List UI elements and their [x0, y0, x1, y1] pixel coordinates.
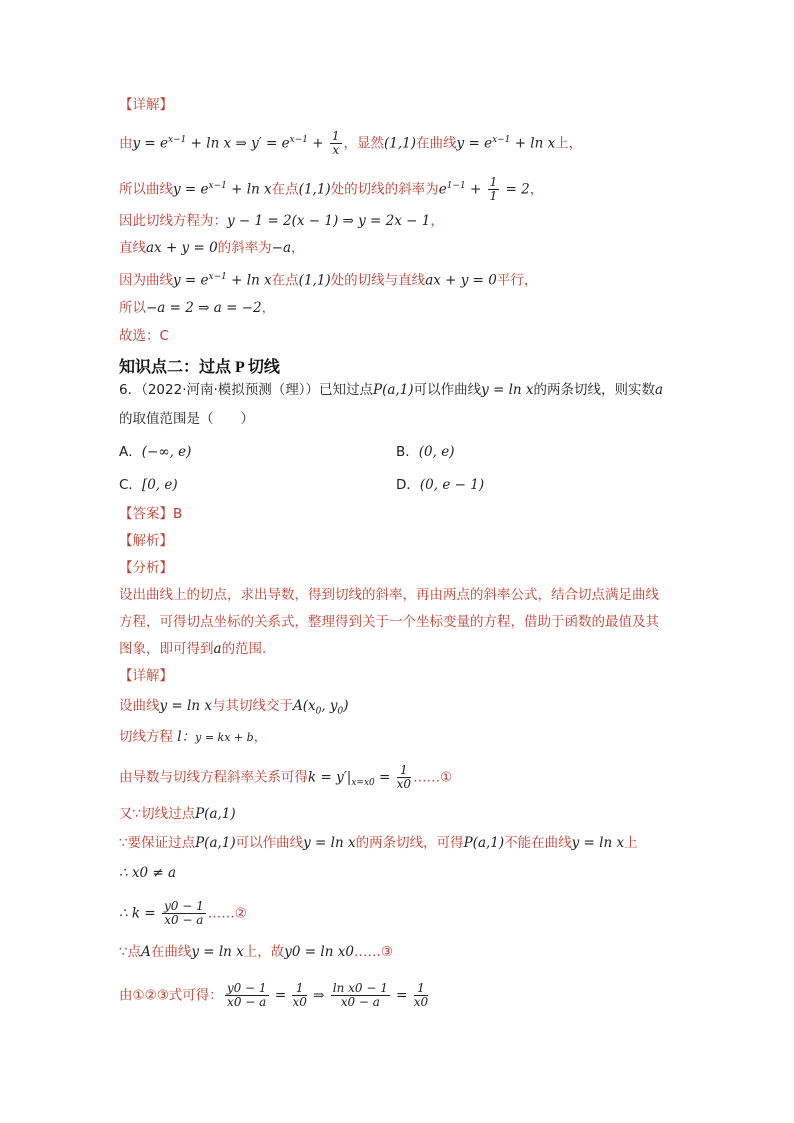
question-6-line-1: 6．（2022·河南·模拟预测（理））已知过点P(a,1)可以作曲线y = ln x的两条切线，则实数a — [119, 382, 664, 398]
fenxi-line-1: 设出曲线上的切点，求出导数，得到切线的斜率，再由两点的斜率公式，结合切点满足曲线 — [119, 587, 659, 603]
question-6-line-2: 的取值范围是（ ） — [119, 411, 254, 427]
detail-line-1: 由$y = e^{x-1} + \ln x$ ⇒ $y' = e^{x-1}$ + $\frac{1}{x}$ ，显然(1,1)在曲线$y = e^{x-1} + \ln x$上， — [119, 129, 583, 157]
option-b: B．(0, e) — [396, 444, 455, 460]
fenxi-tag: 【分析】 — [119, 560, 173, 576]
detail2-tag: 【详解】 — [119, 668, 173, 684]
detail-line-3: 因此切线方程为：y − 1 = 2(x − 1) ⇒ y = 2x − 1， — [119, 213, 444, 229]
detail2-line-1: 设曲线y = ln x与其切线交于$A(x_0$, $y_0$) — [119, 698, 349, 717]
option-c: C．[0, e) — [119, 477, 178, 493]
choice-answer: 故选：C — [119, 328, 169, 344]
option-a: A．(−∞, e) — [119, 444, 192, 460]
fenxi-line-3: 图象，即可得到a的范围. — [119, 641, 267, 657]
detail2-line-7: ∴ k = $\frac{y0 - 1}{x0 - a}$ ……② — [119, 899, 247, 927]
detail2-line-2: 切线方程 l：y = kx + b， — [119, 729, 268, 745]
detail2-line-9: 由①②③式可得： $\frac{y0 - 1}{x0 - a}$ = $\frac{1}{x0}$ ⇒ $\frac{\text{ln x0 − 1}}{x0 - a}$ = $\frac{1}{x0}$ — [119, 981, 429, 1009]
detail-line-4: 直线ax + y = 0的斜率为−a， — [119, 240, 305, 256]
fenxi-line-2: 方程，可得切点坐标的关系式，整理得到关于一个坐标变量的方程，借助于函数的最值及其 — [119, 614, 659, 630]
analysis-tag: 【解析】 — [119, 533, 173, 549]
answer: 【答案】B — [119, 506, 183, 522]
detail-line-6: 所以−a = 2 ⇒ a = −2， — [119, 300, 276, 316]
section-heading: 知识点二：过点 P 切线 — [119, 359, 280, 376]
detail2-line-3: 由导数与切线方程斜率关系可得$k = y'|_{x=x0}$ = $\frac{1}{x0}$ ……① — [119, 763, 453, 791]
detail-tag: 【详解】 — [119, 97, 173, 113]
detail2-line-8: ∵点A在曲线y = ln x上，故y0 = ln x0……③ — [119, 944, 394, 960]
option-d: D．(0, e − 1) — [396, 477, 485, 493]
detail2-line-6: ∴ x0 ≠ a — [119, 865, 177, 881]
detail2-line-5: ∵要保证过点P(a,1)可以作曲线y = ln x的两条切线，可得P(a,1)不能在曲线y = ln x上 — [119, 835, 638, 851]
detail-line-2: 所以曲线$y = e^{x-1} + \ln x$在点(1,1)处的切线的斜率为$e^{1-1}$ + $\frac{1}{1}$ = 2， — [119, 175, 544, 203]
detail2-line-4: 又∵切线过点P(a,1) — [119, 806, 236, 822]
detail-line-5: 因为曲线$y = e^{x-1} + \ln x$在点(1,1)处的切线与直线ax + y = 0平行， — [119, 272, 538, 289]
